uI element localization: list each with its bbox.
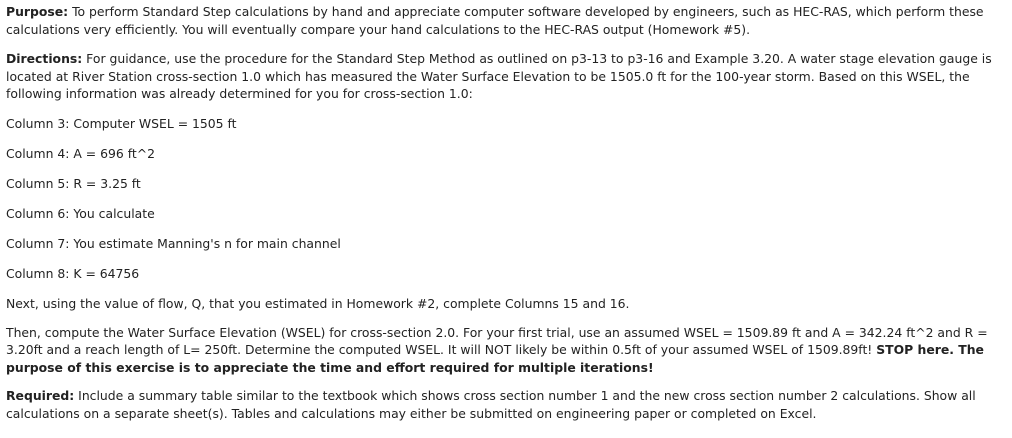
then-bold-text: STOP here. The purpose of this exercise is to appreciate the time and effort required for multiple iterations!	[6, 342, 984, 375]
required-text: Include a summary table similar to the textbook which shows cross section number 1 and the new cross section number 2 calculations. Show all calculations on a separate sheet(s). Tables and calculations may either be submitted on engineering paper or completed on Excel.	[6, 388, 976, 421]
column-5-line: Column 5: R = 3.25 ft	[6, 175, 141, 191]
then-paragraph	[6, 324, 1006, 377]
column-7-line: Column 7: You estimate Manning's n for main channel	[6, 235, 341, 251]
directions-label: Directions:	[6, 51, 83, 66]
purpose-label: Purpose:	[6, 4, 69, 19]
required-paragraph	[6, 387, 1006, 422]
purpose-paragraph	[6, 3, 1006, 38]
directions-paragraph	[6, 50, 1006, 103]
column-3-line: Column 3: Computer WSEL = 1505 ft	[6, 115, 237, 131]
column-6-line: Column 6: You calculate	[6, 205, 155, 221]
required-label: Required:	[6, 388, 75, 404]
column-4-line: Column 4: A = 696 ft^2	[6, 145, 155, 161]
then-text: Then, compute the Water Surface Elevation (WSEL) for cross-section 2.0. For your first trial, use an assumed WSEL = 1509.89 ft and A = 342.24 ft^2 and R = 3.20ft and a reach length of L= 250ft. Determine the computed WSEL. It will NOT likely be within 0.5ft of your assumed WSEL of 1509.89ft!	[6, 324, 988, 358]
column-8-line: Column 8: K = 64756	[6, 265, 140, 281]
next-paragraph: Next, using the value of flow, Q, that you estimated in Homework #2, complete Columns 15 and 16.	[6, 296, 630, 312]
directions-text: For guidance, use the procedure for the Standard Step Method as outlined on p3-13 to p3-16 and Example 3.20. A water stage elevation gauge is located at River Station cross-section 1.0 which has measured the Water Surface Elevation to be 1505.0 ft for the 100-year storm. Based on this WSEL, the following information was already determined for you for cross-section 1.0:	[6, 51, 992, 101]
purpose-text: To perform Standard Step calculations by hand and appreciate computer software developed by engineers, such as HEC-RAS, which perform these calculations very efficiently. You will eventually compare your hand calculations to the HEC-RAS output (Homework #5).	[6, 4, 984, 37]
